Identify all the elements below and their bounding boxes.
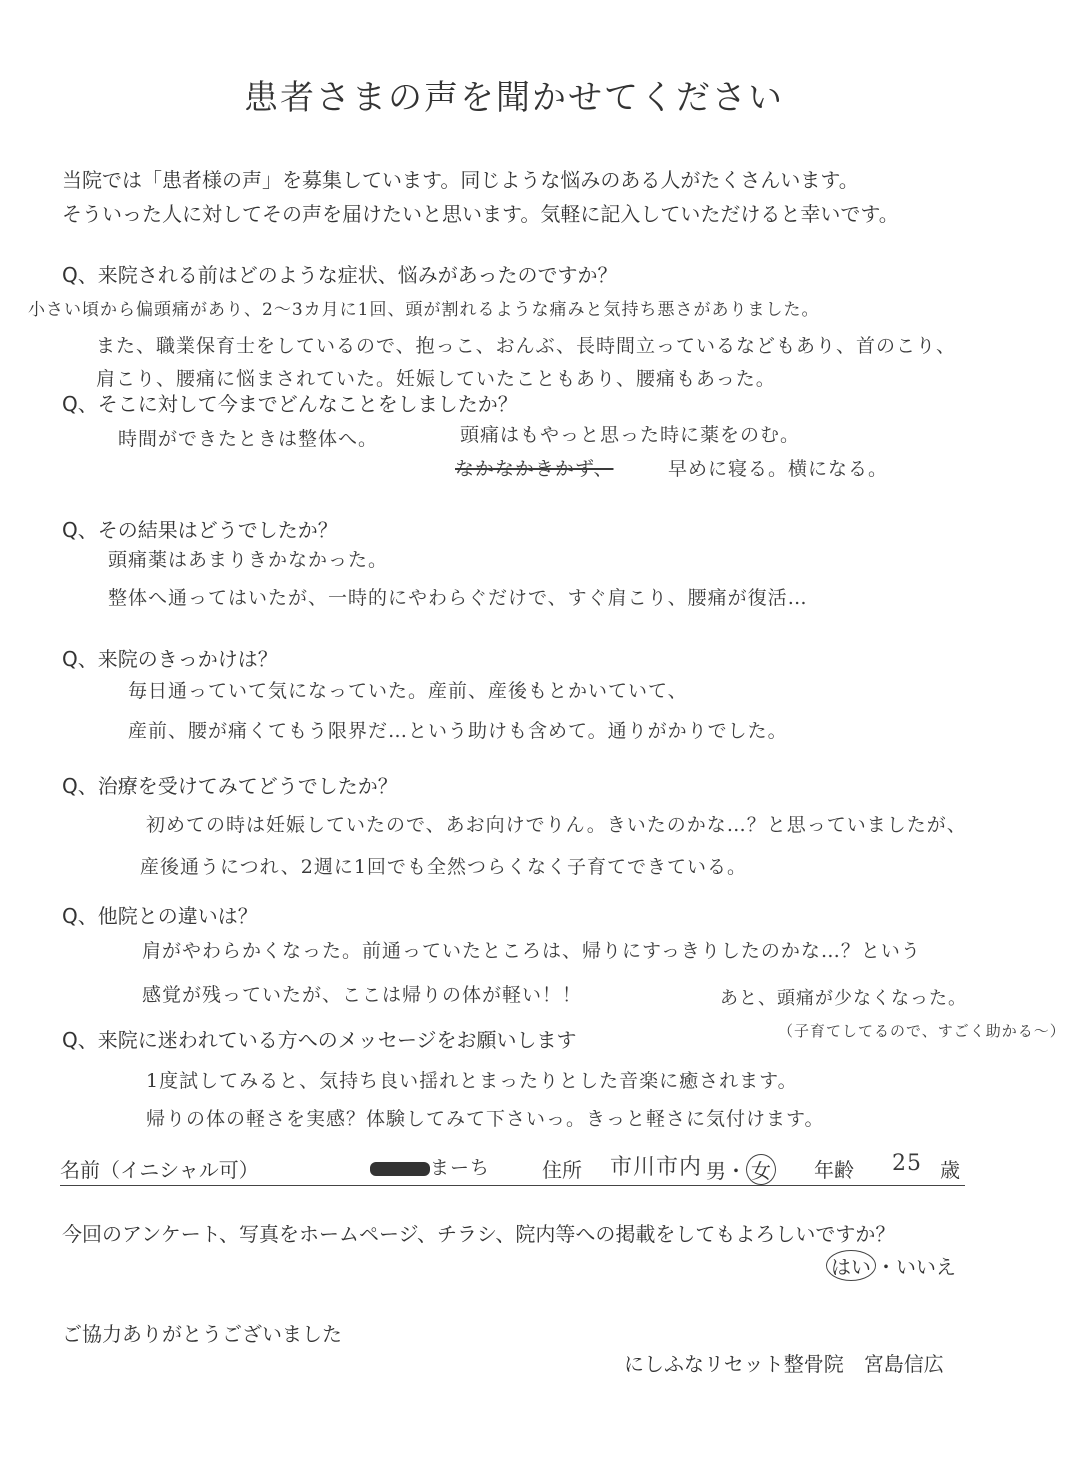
question-7: Q、来院に迷われている方へのメッセージをお願いします [62,1028,577,1052]
answer-7-line-2: 帰りの体の軽さを実感？体験してみて下さいっ。きっと軽さに気付けます。 [146,1108,825,1130]
thanks-message: ご協力ありがとうございました [62,1322,342,1346]
answer-5-line-1: 初めての時は妊娠していたので、あお向けでりん。きいたのかな…？と思っていましたが、 [146,814,967,836]
answer-1-line-1: 小さい頃から偏頭痛があり、2〜3カ月に1回、頭が割れるような痛みと気持ち悪さがありました。 [28,300,820,320]
answer-3-line-1: 頭痛薬はあまりきかなかった。 [108,549,389,571]
consent-question: 今回のアンケート、写真をホームページ、チラシ、院内等への掲載をしてもよろしいですか？ [62,1222,896,1246]
answer-6-line-3: あと、頭痛が少なくなった。 [720,988,967,1009]
address-value: 市川市内 [610,1155,703,1180]
gender-field [706,1154,776,1185]
question-1: Q、来院される前はどのような症状、悩みがあったのですか？ [62,263,618,287]
question-4: Q、来院のきっかけは？ [62,647,278,671]
answer-6-line-1: 肩がやわらかくなった。前通っていたところは、帰りにすっきりしたのかな…？という [142,940,921,962]
question-6: Q、他院との違いは？ [62,904,258,928]
answer-4-line-2: 産前、腰が痛くてもう限界だ…という助けも含めて。通りがかりでした。 [128,720,788,742]
gender-female-circled: 女 [746,1154,776,1185]
age-value: 25 [892,1151,922,1176]
answer-3-line-2: 整体へ通ってはいたが、一時的にやわらぐだけで、すぐ肩こり、腰痛が復活… [108,587,808,609]
answer-2-line-2: 頭痛はもやっと思った時に薬をのむ。 [460,424,801,446]
intro-line-2: そういった人に対してその声を届けたいと思います。気軽に記入していただけると幸いです。 [62,202,899,226]
question-2: Q、そこに対して今までどんなことをしましたか？ [62,392,518,416]
answer-1-line-3: 肩こり、腰痛に悩まされていた。妊娠していたこともあり、腰痛もあった。 [96,368,776,390]
intro-line-1: 当院では「患者様の声」を募集しています。同じような悩みのある人がたくさんいます。 [62,168,859,192]
age-label: 年齢 [814,1158,854,1182]
clinic-signature: にしふなリセット整骨院 宮島信広 [624,1352,944,1376]
question-5: Q、治療を受けてみてどうでしたか？ [62,774,398,798]
consent-separator: ・ [876,1255,896,1279]
name-value: まーち [430,1157,491,1179]
info-row-underline [60,1185,965,1186]
name-label: 名前（イニシャル可） [60,1158,259,1182]
consent-no: いいえ [896,1255,956,1279]
answer-4-line-1: 毎日通っていて気になっていた。産前、産後もとかいていて、 [128,680,688,702]
answer-5-line-2: 産後通うにつれ、2週に1回でも全然つらくなく子育てできている。 [140,856,747,878]
answer-6-note: （子育てしてるので、すごく助かる〜） [778,1022,1066,1040]
answer-2-line-3-struck: なかなかきかず、 [455,458,614,480]
gender-separator: ・ [726,1159,746,1183]
answer-6-line-2: 感覚が残っていたが、ここは帰りの体が軽い！！ [142,984,583,1006]
address-label: 住所 [542,1158,582,1182]
answer-2-line-4: 早めに寝る。横になる。 [668,458,889,480]
page-title: 患者さまの声を聞かせてください [244,78,784,118]
answer-2-line-1: 時間ができたときは整体へ。 [118,428,379,450]
consent-options [826,1250,956,1281]
redaction-mark [370,1162,430,1176]
question-3: Q、その結果はどうでしたか？ [62,518,338,542]
age-unit: 歳 [940,1158,960,1182]
answer-1-line-2: また、職業保育士をしているので、抱っこ、おんぶ、長時間立っているなどもあり、首のこり、 [96,335,957,357]
gender-male: 男 [706,1159,726,1183]
name-field [370,1153,490,1180]
consent-yes-circled: はい [826,1250,876,1281]
respondent-info-row [60,1150,965,1186]
answer-7-line-1: 1度試してみると、気持ち良い揺れとまったりとした音楽に癒されます。 [146,1070,798,1092]
